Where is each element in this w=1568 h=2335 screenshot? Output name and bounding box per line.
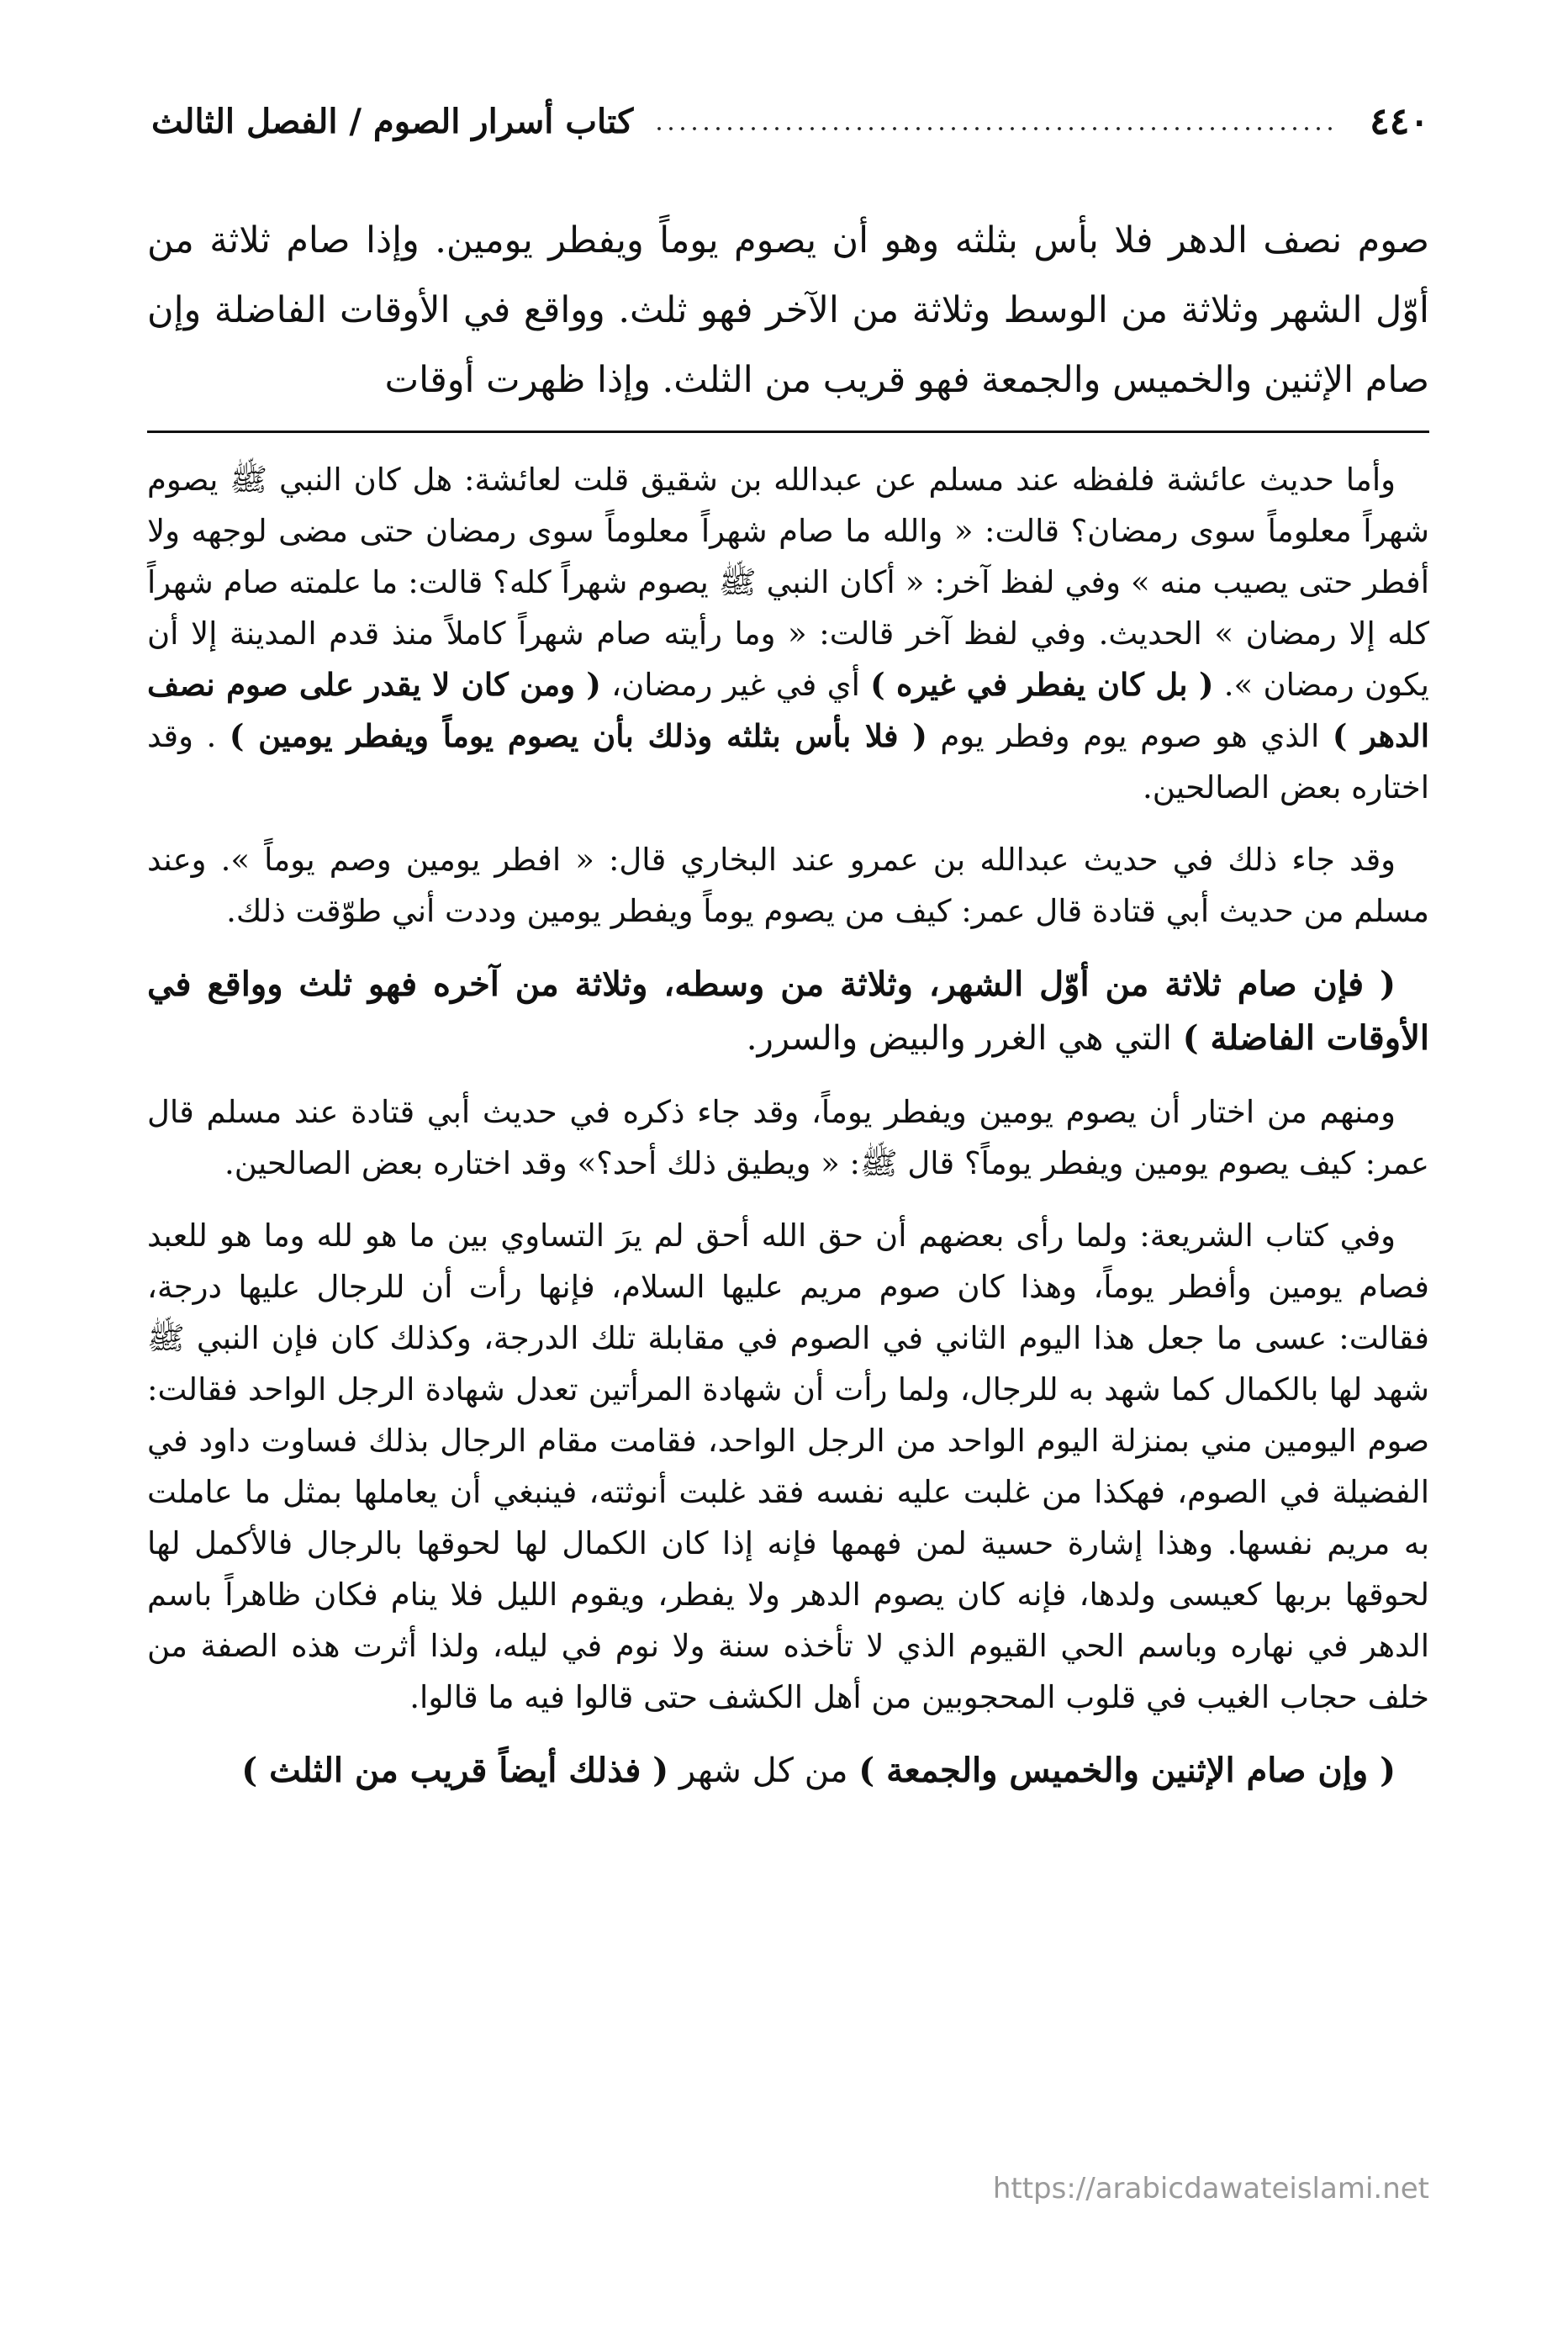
note-paragraph-monday-thursday xyxy=(147,1744,1429,1798)
note-text: الذي هو صوم يوم وفطر يوم xyxy=(927,718,1333,754)
note-paragraph-three-days xyxy=(147,958,1429,1065)
quoted-text: ( بل كان يفطر في غيره ) xyxy=(870,666,1214,703)
quoted-text: ( وإن صام الإثنين والخميس والجمعة ) xyxy=(858,1751,1396,1790)
note-paragraph-sharia-book: وفي كتاب الشريعة: ولما رأى بعضهم أن حق الله أحق لم يرَ التساوي بين ما هو لله وما هو للعبد فصام يومين وأفطر يوماً، وهذا كان صوم مريم عليها السلام، فإنها رأت أن للرجال عليها درجة، فقالت: عسى ما جعل هذا اليوم الثاني في الصوم في مقابلة تلك الدرجة، وكذلك كان فإن النبي ﷺ شهد لها بالكمال كما شهد به للرجال، ولما رأت أن شهادة المرأتين تعدل شهادة الرجل الواحد فقالت: صوم اليومين مني بمنزلة اليوم الواحد من الرجل الواحد، فقامت مقام الرجال بذلك فساوت داود في الفضيلة في الصوم، فهكذا من غلبت عليه نفسه فقد غلبت أنوثته، فينبغي أن يعاملها بمثل ما عاملت به مريم نفسها. وهذا إشارة حسية لمن فهمها فإنه إذا كان الكمال لها لحوقها بالرجال فالأكمل لها لحوقها بربها كعيسى ولدها، فإنه كان يصوم الدهر ولا يفطر، ويقوم الليل فلا ينام فكان ظاهراً باسم الدهر في نهاره وباسم الحي القيوم الذي لا تأخذه سنة ولا نوم في ليله، ولذا أثرت هذه الصفة من خلف حجاب الغيب في قلوب المحجوبين من أهل الكشف حتى قالوا فيه ما قالوا. xyxy=(147,1218,1429,1715)
note-text: . وقد اختاره بعض الصالحين. xyxy=(147,718,1429,806)
running-header xyxy=(151,91,1429,151)
note-paragraph-abdullah-hadith: وقد جاء ذلك في حديث عبدالله بن عمرو عند البخاري قال: « افطر يومين وصم يوماً ». وعند مسلم من حديث أبي قتادة قال عمر: كيف من يصوم يوماً ويفطر يومين وددت أني طوّقت ذلك. xyxy=(147,842,1429,929)
note-text: وأما حديث عائشة فلفظه عند مسلم عن عبدالله بن شقيق قلت لعائشة: هل كان النبي ﷺ يصوم شهراً معلوماً سوى رمضان؟ قالت: « والله ما صام شهراً معلوماً سوى رمضان حتى مضى لوجهه ولا أفطر حتى يصيب منه » وفي لفظ آخر: « أكان النبي ﷺ يصوم شهراً كله؟ قالت: ما علمته صام شهراً كله إلا رمضان » الحديث. وفي لفظ آخر قالت: « وما رأيته صام شهراً كاملاً منذ قدم المدينة إلا أن يكون رمضان ». xyxy=(147,462,1429,703)
note-text: أي في غير رمضان، xyxy=(600,667,871,703)
dotted-leader xyxy=(653,104,1336,138)
running-title: كتاب أسرار الصوم / الفصل الثالث xyxy=(151,101,634,141)
note-paragraph-aisha-hadith xyxy=(147,454,1429,813)
note-text: التي هي الغرر والبيض والسرر. xyxy=(746,1019,1183,1058)
note-text: من كل شهر xyxy=(668,1751,859,1790)
main-paragraph: صوم نصف الدهر فلا بأس بثلثه وهو أن يصوم يوماً ويفطر يومين. وإذا صام ثلاثة من أوّل الشهر وثلاثة من الوسط وثلاثة من الآخر فهو ثلث. وواقع في الأوقات الفاضلة وإن صام الإثنين والخميس والجمعة فهو قريب من الثلث. وإذا ظهرت أوقات xyxy=(147,219,1429,401)
footnote-divider xyxy=(147,431,1429,433)
page-number: ٤٤٠ xyxy=(1370,99,1429,143)
main-text xyxy=(147,206,1429,415)
quoted-text: ( فذلك أيضاً قريب من الثلث ) xyxy=(241,1751,669,1790)
quoted-text: ( ومن كان لا يقدر على صوم نصف الدهر ) xyxy=(147,666,1429,754)
watermark-url: https://arabicdawateislami.net xyxy=(992,2172,1429,2206)
note-paragraph-two-days: ومنهم من اختار أن يصوم يومين ويفطر يوماً، وقد جاء ذكره في حديث أبي قتادة عند مسلم قال عمر: كيف يصوم يومين ويفطر يوماً؟ قال ﷺ: « ويطيق ذلك أحد؟» وقد اختاره بعض الصالحين. xyxy=(147,1094,1429,1181)
quoted-text: ( فلا بأس بثلثه وذلك بأن يصوم يوماً ويفطر يومين ) xyxy=(229,717,927,754)
commentary xyxy=(147,454,1429,1819)
quoted-text: ( فإن صام ثلاثة من أوّل الشهر، وثلاثة من وسطه، وثلاثة من آخره فهو ثلث وواقع في الأوقات الفاضلة ) xyxy=(147,964,1429,1058)
